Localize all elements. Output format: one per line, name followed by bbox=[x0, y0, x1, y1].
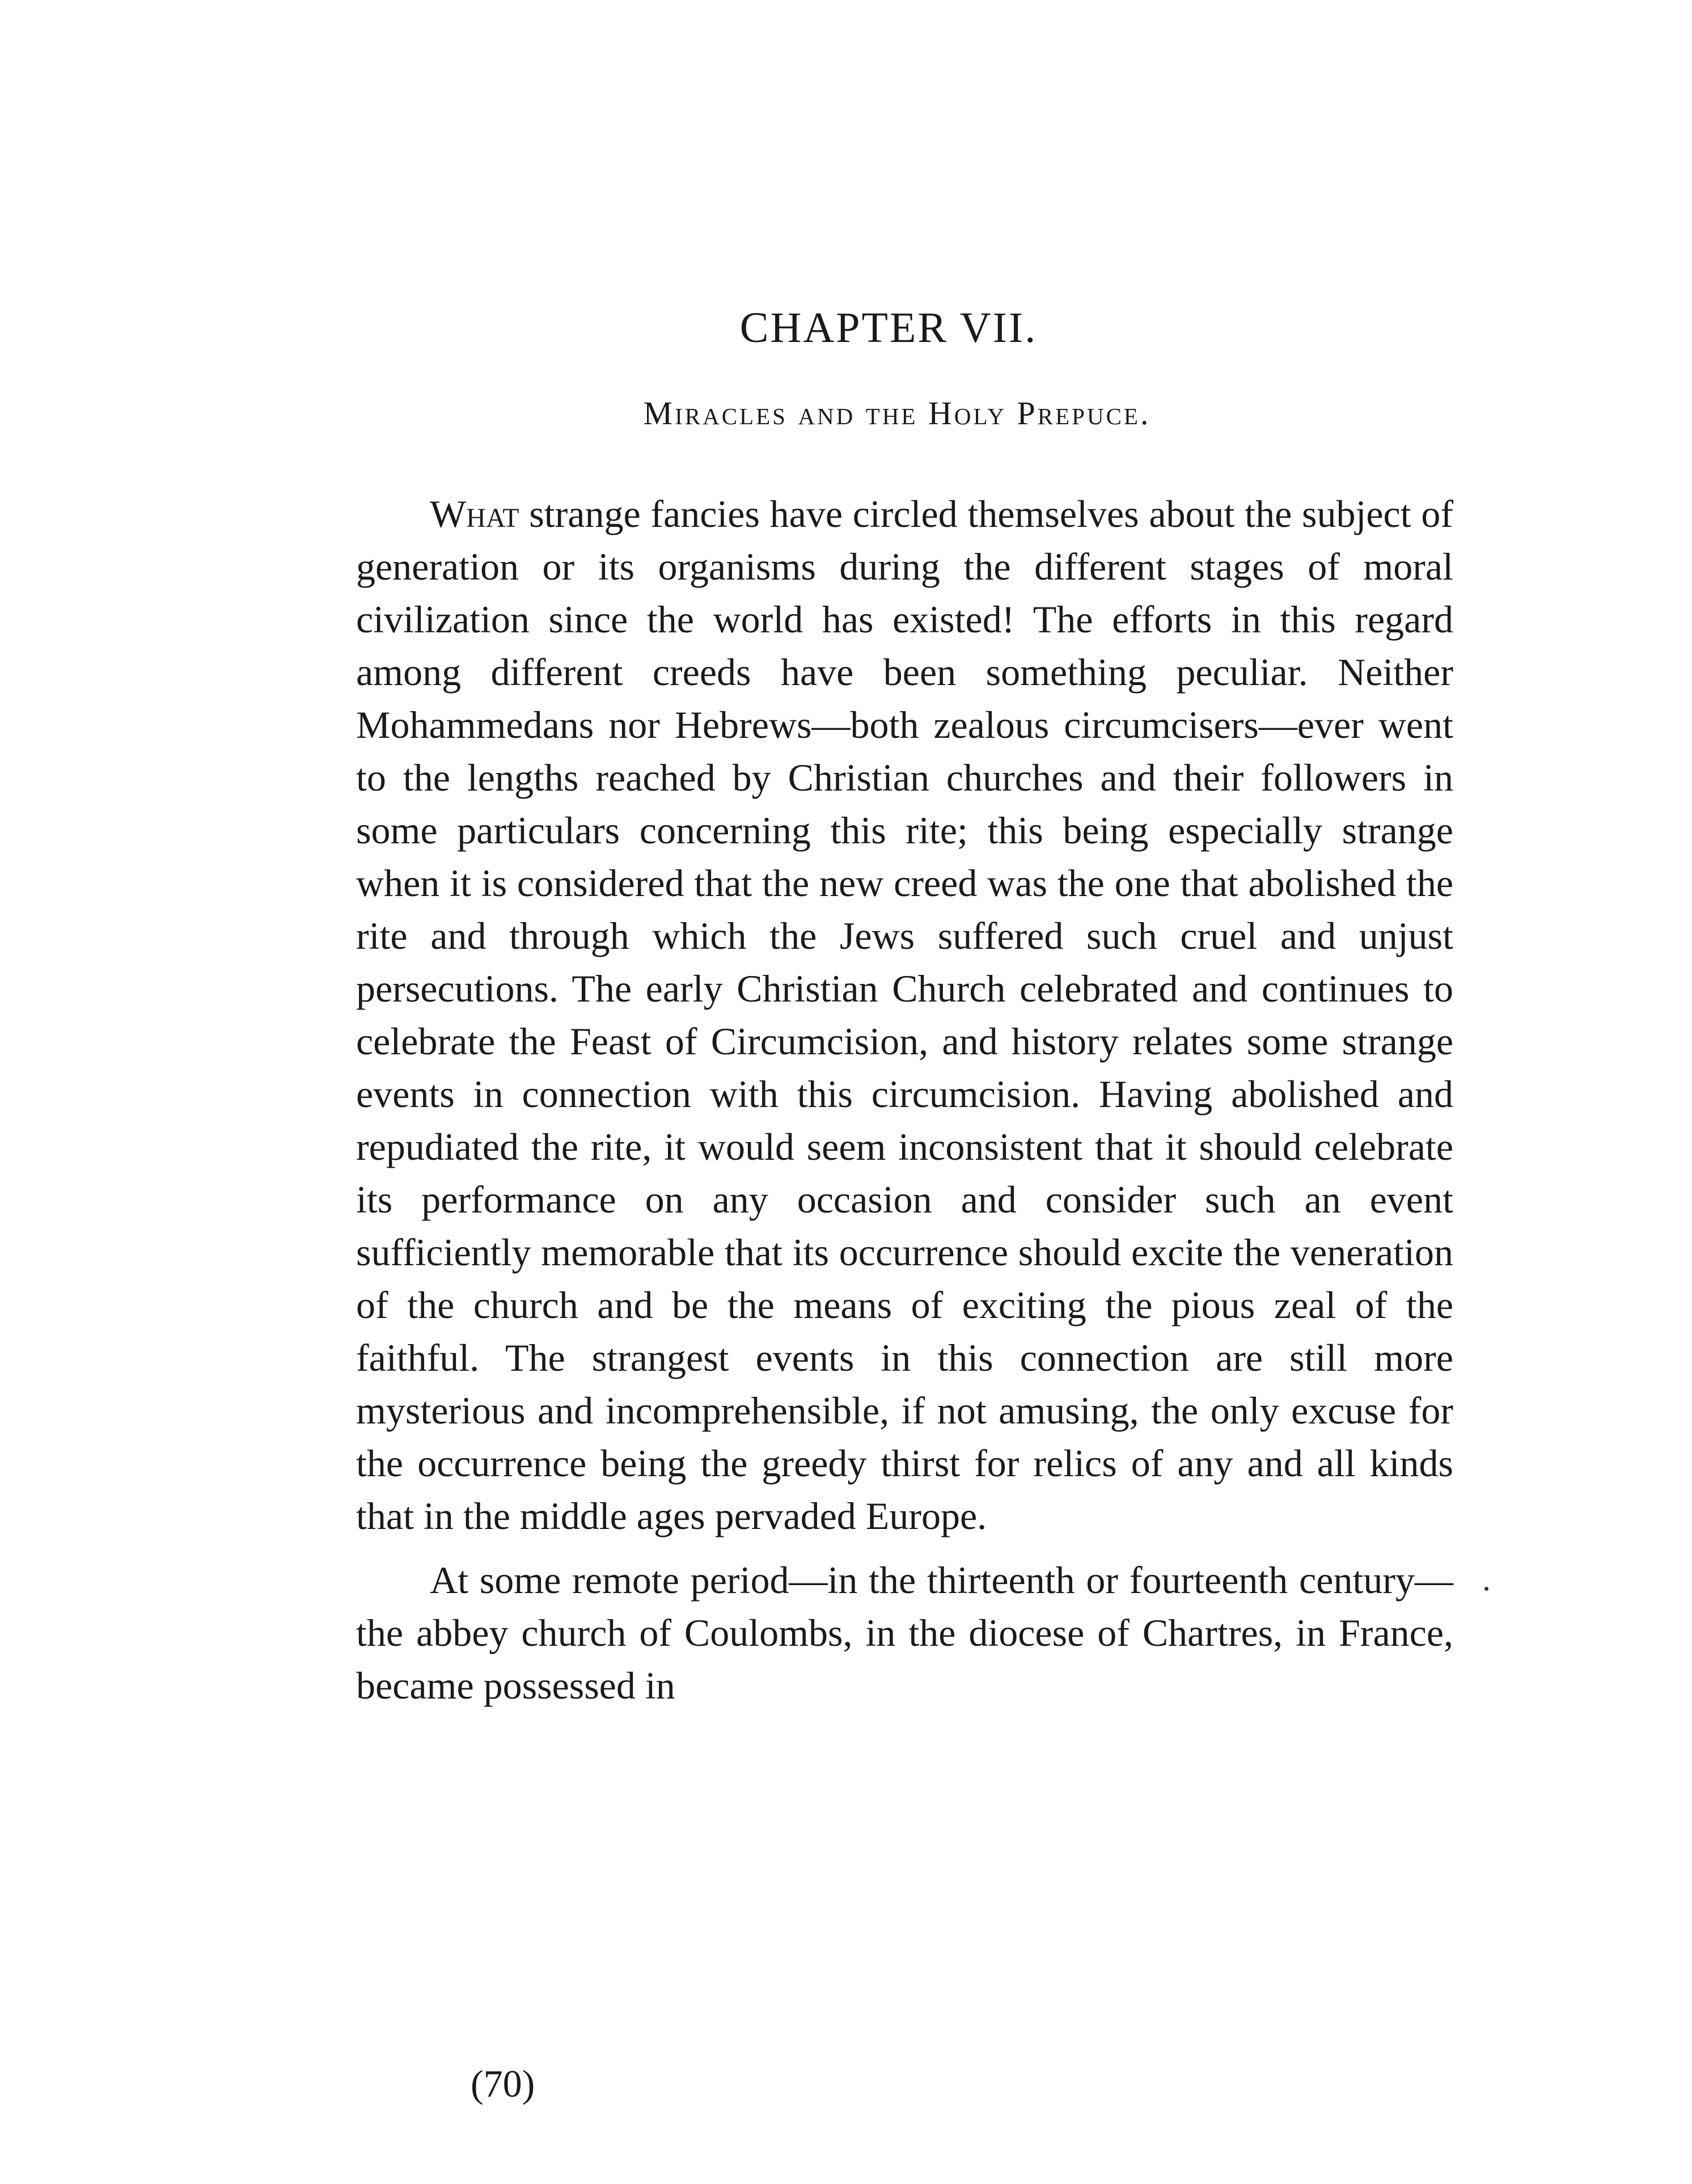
paragraph-2 bbox=[356, 1554, 1453, 1712]
page-number: (70) bbox=[471, 2062, 535, 2105]
paragraph-1 bbox=[356, 488, 1453, 1543]
paragraph-opening-word: What bbox=[430, 492, 519, 535]
ink-speck bbox=[1484, 1587, 1488, 1591]
chapter-body bbox=[356, 488, 1453, 1712]
chapter-subtitle: Miracles and the Holy Prepuce. bbox=[643, 395, 1151, 432]
chapter-title: CHAPTER VII. bbox=[739, 304, 1038, 352]
paragraph-1-text: strange fancies have circled themselves about the subject of generation or its organisms during the different stages of moral civilization since the world has existed! The efforts in this regard among different creeds have been something peculiar. Neither Mohammedans nor Hebrews—both zealous circumcisers—ever went to the lengths reached by Christian churches and their followers in some particulars concerning this rite; this being especially strange when it is considered that the new creed was the one that abolished the rite and through which the Jews suffered such cruel and unjust persecutions. The early Christian Church celebrated and continues to celebrate the Feast of Circumcision, and history relates some strange events in connection with this circumcision. Having abolished and repudiated the rite, it would seem inconsistent that it should celebrate its performance on any occasion and consider such an event sufficiently memorable that its occurrence should excite the veneration of the church and be the means of exciting the pious zeal of the faithful. The strangest events in this connection are still more mysterious and incomprehensible, if not amusing, the only excuse for the occurrence being the greedy thirst for relics of any and all kinds that in the middle ages pervaded Europe. bbox=[356, 492, 1453, 1537]
paragraph-2-text: At some remote period—in the thirteenth or fourteenth century—the abbey church of Coulombs, in the diocese of Chartres, in France, became possessed in bbox=[356, 1558, 1453, 1707]
